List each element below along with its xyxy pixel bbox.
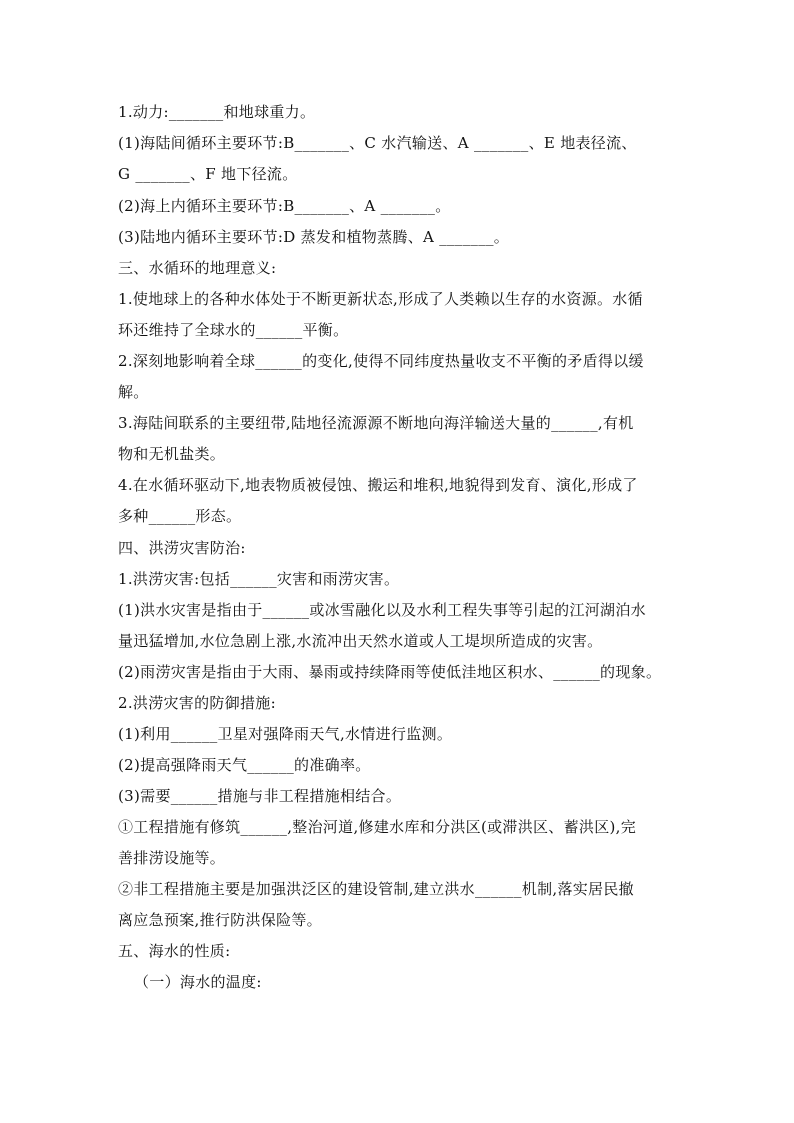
text-line: 量迅猛增加,水位急剧上涨,水流冲出天然水道或人工堤坝所造成的灾害。 — [118, 632, 603, 650]
section-heading: 四、洪涝灾害防治: — [118, 539, 246, 557]
text-line: ②非工程措施主要是加强洪泛区的建设管制,建立洪水______机制,落实居民撤 — [118, 880, 634, 898]
text-line: 多种______形态。 — [118, 507, 242, 525]
text-line: 环还维持了全球水的______平衡。 — [118, 321, 349, 339]
text-line: (2)提高强降雨天气______的准确率。 — [118, 756, 371, 774]
section-heading: 三、水循环的地理意义: — [118, 259, 277, 277]
subsection-heading: （一）海水的温度: — [134, 973, 262, 991]
text-line: (3)陆地内循环主要环节:D 蒸发和植物蒸腾、A _______。 — [118, 228, 510, 246]
text-line: (2)海上内循环主要环节:B_______、A _______。 — [118, 197, 451, 215]
text-line: ①工程措施有修筑______,整治河道,修建水库和分洪区(或滞洪区、蓄洪区),完 — [118, 818, 637, 836]
text-line: 2.洪涝灾害的防御措施: — [118, 694, 276, 712]
text-line: 3.海陆间联系的主要纽带,陆地径流源源不断地向海洋输送大量的______,有机 — [118, 414, 634, 432]
text-line: (1)洪水灾害是指由于______或冰雪融化以及水利工程失事等引起的江河湖泊水 — [118, 601, 646, 619]
text-line: 1.洪涝灾害:包括______灾害和雨涝灾害。 — [118, 570, 400, 588]
text-line: 物和无机盐类。 — [118, 445, 226, 463]
section-heading: 五、海水的性质: — [118, 942, 231, 960]
text-line: G _______、F 地下径流。 — [118, 165, 298, 183]
text-line: (1)海陆间循环主要环节:B_______、C 水汽输送、A _______、E 地表径流、 — [118, 134, 637, 152]
text-line: 1.动力:_______和地球重力。 — [118, 103, 316, 121]
text-line: (1)利用______卫星对强降雨天气,水情进行监测。 — [118, 725, 453, 743]
text-line: 解。 — [118, 383, 149, 401]
text-line: 善排涝设施等。 — [118, 849, 226, 867]
text-line: 1.使地球上的各种水体处于不断更新状态,形成了人类赖以生存的水资源。水循 — [118, 290, 643, 308]
text-line: (2)雨涝灾害是指由于大雨、暴雨或持续降雨等使低洼地区积水、______的现象。 — [118, 663, 662, 681]
text-line: (3)需要______措施与非工程措施相结合。 — [118, 787, 402, 805]
text-line: 4.在水循环驱动下,地表物质被侵蚀、搬运和堆积,地貌得到发育、演化,形成了 — [118, 476, 638, 494]
text-line: 离应急预案,推行防洪保险等。 — [118, 911, 322, 929]
text-line: 2.深刻地影响着全球______的变化,使得不同纬度热量收支不平衡的矛盾得以缓 — [118, 352, 644, 370]
